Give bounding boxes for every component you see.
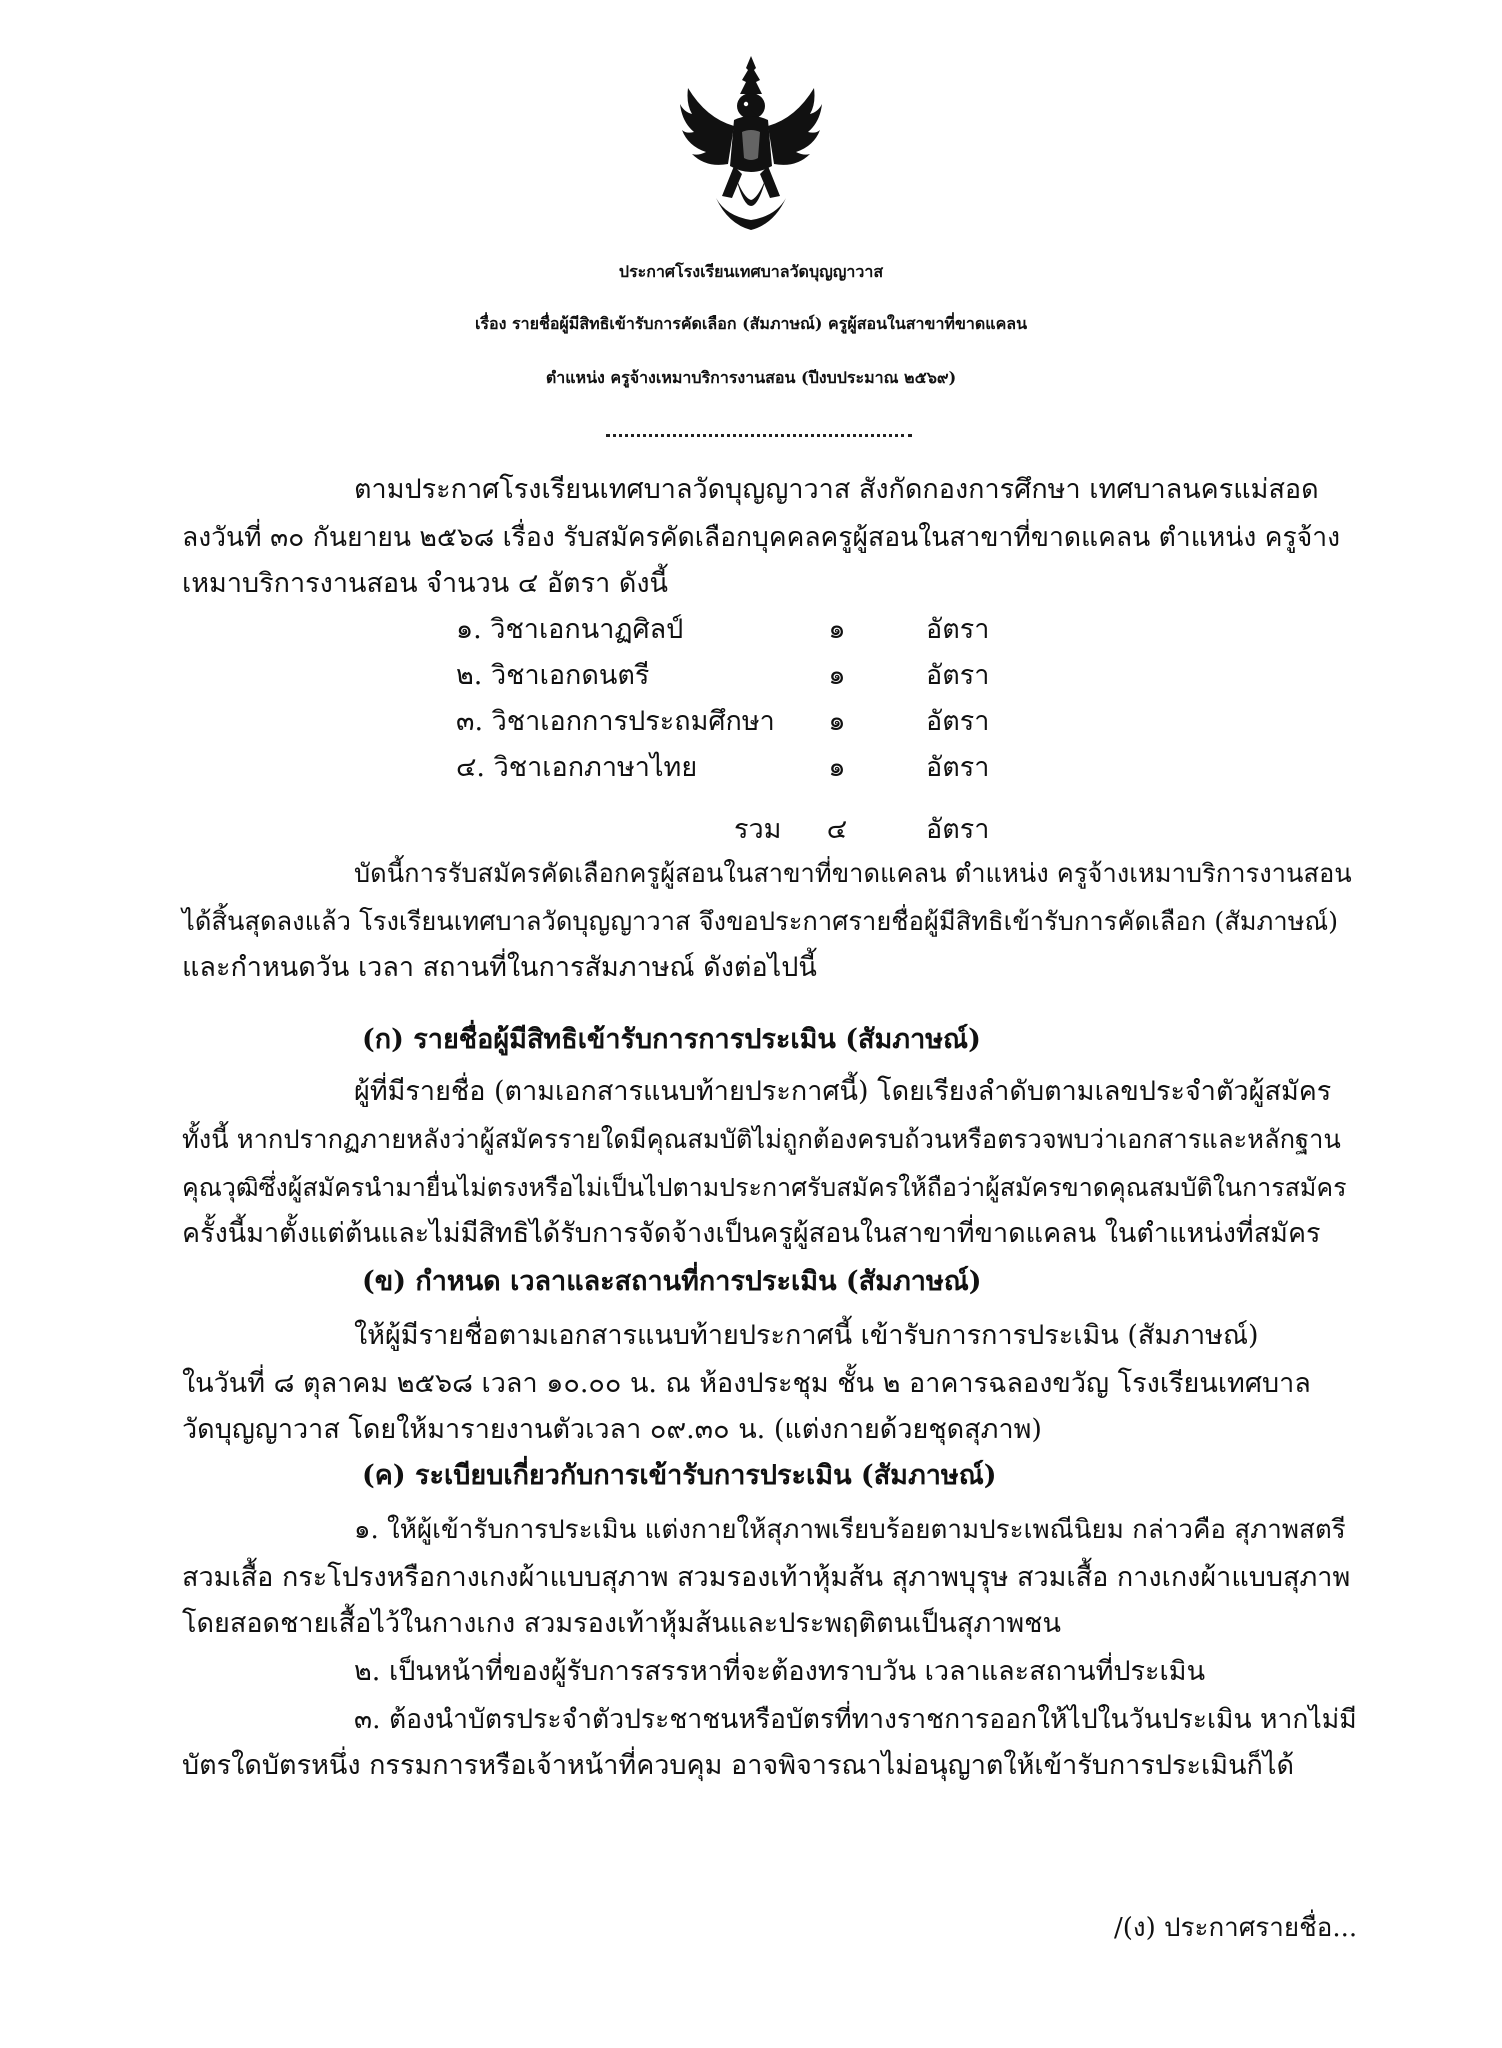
section-a-line: ผู้ที่มีรายชื่อ (ตามเอกสารแนบท้ายประกาศนี้) โดยเรียงลำดับตามเลขประจำตัวผู้สมัคร <box>354 1076 1332 1107</box>
section-b-line: ให้ผู้มีรายชื่อตามเอกสารแนบท้ายประกาศนี้ เข้ารับการการประเมิน (สัมภาษณ์) <box>354 1320 1259 1351</box>
section-b-line: วัดบุญญาวาส โดยให้มารายงานตัวเวลา ๐๙.๓๐ น. (แต่งกายด้วยชุดสุภาพ) <box>182 1414 1042 1445</box>
total-count: ๔ <box>826 814 848 845</box>
total-label: รวม <box>734 814 782 845</box>
section-b-heading: (ข) กำหนด เวลาและสถานที่การประเมิน (สัมภาษณ์) <box>362 1266 982 1297</box>
position-subject: ๒. วิชาเอกดนตรี <box>456 660 650 691</box>
section-c-line: สวมเสื้อ กระโปรงหรือกางเกงผ้าแบบสุภาพ สวมรองเท้าหุ้มส้น สุภาพบุรุษ สวมเสื้อ กางเกงผ้าแบบสุภาพ <box>182 1562 1351 1593</box>
position-unit: อัตรา <box>926 706 990 737</box>
garuda-emblem-icon <box>676 48 826 234</box>
closing-line: ได้สิ้นสุดลงแล้ว โรงเรียนเทศบาลวัดบุญญาวาส จึงขอประกาศรายชื่อผู้มีสิทธิเข้ารับการคัดเลือก (สัมภาษณ์) <box>182 907 1339 937</box>
intro-line: ตามประกาศโรงเรียนเทศบาลวัดบุญญาวาส สังกัดกองการศึกษา เทศบาลนครแม่สอด <box>354 474 1319 505</box>
section-c-line: ๒. เป็นหน้าที่ของผู้รับการสรรหาที่จะต้องทราบวัน เวลาและสถานที่ประเมิน <box>354 1656 1206 1687</box>
intro-line: ลงวันที่ ๓๐ กันยายน ๒๕๖๘ เรื่อง รับสมัครคัดเลือกบุคคลครูผู้สอนในสาขาที่ขาดแคลน ตำแหน่ง ครูจ้าง <box>182 522 1341 553</box>
section-a-line: คุณวุฒิซึ่งผู้สมัครนำมายื่นไม่ตรงหรือไม่เป็นไปตามประกาศรับสมัครให้ถือว่าผู้สมัครขาดคุณสมบัติในการสมัคร <box>182 1173 1347 1202</box>
section-c-line: ๑. ให้ผู้เข้ารับการประเมิน แต่งกายให้สุภาพเรียบร้อยตามประเพณีนิยม กล่าวคือ สุภาพสตรี <box>354 1515 1346 1545</box>
announcement-position: ตำแหน่ง ครูจ้างเหมาบริการงานสอน (ปีงบประมาณ ๒๕๖๙) <box>545 368 957 387</box>
section-c-heading: (ค) ระเบียบเกี่ยวกับการเข้ารับการประเมิน (สัมภาษณ์) <box>362 1460 997 1491</box>
closing-line: บัดนี้การรับสมัครคัดเลือกครูผู้สอนในสาขาที่ขาดแคลน ตำแหน่ง ครูจ้างเหมาบริการงานสอน <box>354 859 1352 889</box>
closing-line: และกำหนดวัน เวลา สถานที่ในการสัมภาษณ์ ดังต่อไปนี้ <box>182 952 817 983</box>
section-c-line: ๓. ต้องนำบัตรประจำตัวประชาชนหรือบัตรที่ทางราชการออกให้ไปในวันประเมิน หากไม่มี <box>354 1704 1357 1735</box>
section-b-line: ในวันที่ ๘ ตุลาคม ๒๕๖๘ เวลา ๑๐.๐๐ น. ณ ห้องประชุม ชั้น ๒ อาคารฉลองขวัญ โรงเรียนเทศบาล <box>182 1368 1311 1399</box>
title-separator <box>606 434 912 437</box>
intro-line: เหมาบริการงานสอน จำนวน ๔ อัตรา ดังนี้ <box>182 568 668 599</box>
position-count: ๑ <box>828 706 846 737</box>
position-subject: ๑. วิชาเอกนาฏศิลป์ <box>456 614 684 645</box>
continuation-note: /(ง) ประกาศรายชื่อ... <box>1114 1913 1358 1943</box>
position-subject: ๓. วิชาเอกการประถมศึกษา <box>456 706 775 737</box>
announcement-subject: เรื่อง รายชื่อผู้มีสิทธิเข้ารับการคัดเลือก (สัมภาษณ์) ครูผู้สอนในสาขาที่ขาดแคลน <box>474 314 1028 333</box>
section-a-heading: (ก) รายชื่อผู้มีสิทธิเข้ารับการการประเมิน (สัมภาษณ์) <box>362 1024 981 1055</box>
position-count: ๑ <box>828 660 846 691</box>
total-unit: อัตรา <box>926 814 990 845</box>
section-c-line: บัตรใดบัตรหนึ่ง กรรมการหรือเจ้าหน้าที่ควบคุม อาจพิจารณาไม่อนุญาตให้เข้ารับการประเมินก็ได้ <box>182 1750 1294 1781</box>
position-unit: อัตรา <box>926 660 990 691</box>
position-unit: อัตรา <box>926 614 990 645</box>
section-a-line: ทั้งนี้ หากปรากฏภายหลังว่าผู้สมัครรายใดมีคุณสมบัติไม่ถูกต้องครบถ้วนหรือตรวจพบว่าเอกสารและหลักฐาน <box>182 1125 1341 1155</box>
position-subject: ๔. วิชาเอกภาษาไทย <box>456 752 698 783</box>
position-count: ๑ <box>828 752 846 783</box>
section-c-line: โดยสอดชายเสื้อไว้ในกางเกง สวมรองเท้าหุ้มส้นและประพฤติตนเป็นสุภาพชน <box>182 1608 1061 1639</box>
section-a-line: ครั้งนี้มาตั้งแต่ต้นและไม่มีสิทธิได้รับการจัดจ้างเป็นครูผู้สอนในสาขาที่ขาดแคลน ในตำแหน่งที่สมัคร <box>182 1218 1321 1249</box>
position-unit: อัตรา <box>926 752 990 783</box>
position-count: ๑ <box>828 614 846 645</box>
announcement-title: ประกาศโรงเรียนเทศบาลวัดบุญญาวาส <box>618 262 884 281</box>
